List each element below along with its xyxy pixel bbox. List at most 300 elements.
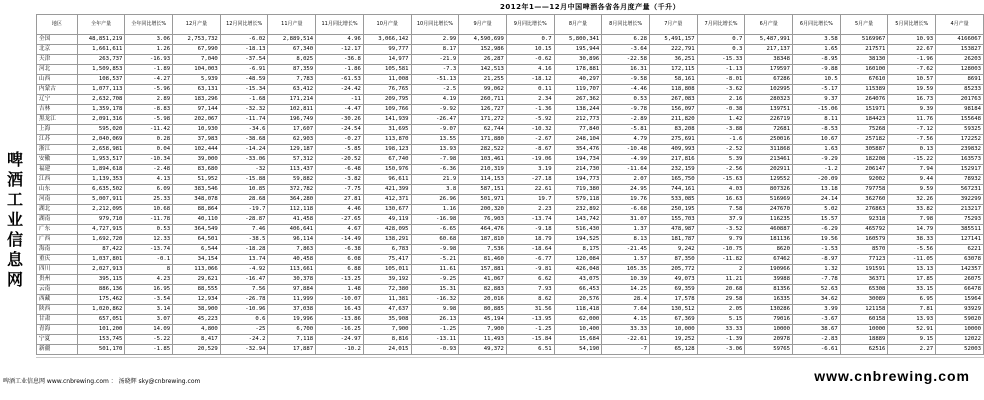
value-cell[interactable]: 19,252 [649,335,697,345]
value-cell[interactable]: 3.14 [125,305,173,315]
column-header[interactable]: 12月同比增长% [220,15,268,35]
value-cell[interactable]: -7.3 [411,65,459,75]
value-cell[interactable]: 38130 [840,55,888,65]
value-cell[interactable]: -7.56 [888,135,936,145]
value-cell[interactable]: 206147 [840,165,888,175]
value-cell[interactable]: 232,892 [554,205,602,215]
value-cell[interactable]: 120,084 [554,255,602,265]
value-cell[interactable]: 9.44 [888,175,936,185]
value-cell[interactable]: -0.27 [316,135,364,145]
value-cell[interactable]: 19,996 [268,315,316,325]
value-cell[interactable]: -1.85 [125,345,173,355]
value-cell[interactable]: 202,067 [173,115,221,125]
value-cell[interactable]: 395,115 [77,275,125,285]
value-cell[interactable]: 1.65 [793,45,841,55]
column-header[interactable]: 全年同比增长% [125,15,173,35]
value-cell[interactable]: 16.63 [697,195,745,205]
value-cell[interactable]: -10.2 [316,345,364,355]
value-cell[interactable]: -1.68 [220,95,268,105]
value-cell[interactable]: 1.42 [697,115,745,125]
value-cell[interactable]: 152917 [936,165,984,175]
value-cell[interactable]: 115389 [840,85,888,95]
region-cell[interactable]: 江苏 [37,135,78,145]
value-cell[interactable]: -1.36 [506,105,554,115]
value-cell[interactable]: -15.88 [220,175,268,185]
value-cell[interactable]: -9.07 [411,125,459,135]
value-cell[interactable]: 17.85 [888,275,936,285]
value-cell[interactable]: 59765 [745,345,793,355]
value-cell[interactable]: 29.58 [697,295,745,305]
value-cell[interactable]: 81,460 [459,255,507,265]
value-cell[interactable]: 4.67 [316,225,364,235]
value-cell[interactable]: 28.68 [220,195,268,205]
column-header[interactable]: 4月产量 [936,15,984,35]
value-cell[interactable]: 9,242 [649,245,697,255]
value-cell[interactable]: 1.26 [125,45,173,55]
region-cell[interactable]: 北京 [37,45,78,55]
value-cell[interactable]: -27.18 [506,175,554,185]
value-cell[interactable]: 26.96 [411,195,459,205]
value-cell[interactable]: 1,692,720 [77,235,125,245]
value-cell[interactable]: 4,800 [173,325,221,335]
region-cell[interactable]: 吉林 [37,105,78,115]
value-cell[interactable]: 31.56 [506,305,554,315]
value-cell[interactable]: 282,522 [459,145,507,155]
value-cell[interactable]: 69,359 [649,285,697,295]
value-cell[interactable]: -1.89 [125,65,173,75]
value-cell[interactable]: -15.84 [506,335,554,345]
value-cell[interactable]: 17,578 [649,295,697,305]
value-cell[interactable]: 151971 [840,105,888,115]
value-cell[interactable]: -5.85 [316,145,364,155]
value-cell[interactable]: 76,903 [459,215,507,225]
value-cell[interactable]: -10.07 [316,295,364,305]
value-cell[interactable]: 65308 [840,285,888,295]
value-cell[interactable]: -1.2 [793,165,841,175]
value-cell[interactable]: 126,727 [459,105,507,115]
value-cell[interactable]: -27.65 [316,215,364,225]
value-cell[interactable]: 406,641 [268,225,316,235]
value-cell[interactable]: 3.99 [793,305,841,315]
value-cell[interactable]: 6.95 [888,295,936,305]
value-cell[interactable]: 3.07 [125,315,173,325]
value-cell[interactable]: -3.82 [316,175,364,185]
value-cell[interactable]: -5.22 [125,335,173,345]
value-cell[interactable]: -9.88 [793,65,841,75]
value-cell[interactable]: 7.56 [220,285,268,295]
region-cell[interactable]: 海南 [37,245,78,255]
region-cell[interactable]: 福建 [37,165,78,175]
value-cell[interactable]: 4.16 [506,65,554,75]
value-cell[interactable]: 64,501 [173,235,221,245]
value-cell[interactable]: 8 [125,265,173,275]
value-cell[interactable]: 7.81 [888,305,936,315]
value-cell[interactable]: 426,048 [554,265,602,275]
value-cell[interactable]: -11.82 [697,255,745,265]
value-cell[interactable]: 8691 [936,75,984,85]
value-cell[interactable]: 67,990 [173,45,221,55]
value-cell[interactable]: 232,159 [649,165,697,175]
value-cell[interactable]: 67,340 [268,45,316,55]
value-cell[interactable]: -4.27 [125,75,173,85]
value-cell[interactable]: 8.11 [793,115,841,125]
value-cell[interactable]: -10.75 [697,245,745,255]
value-cell[interactable]: 72681 [745,125,793,135]
region-cell[interactable]: 贵州 [37,275,78,285]
value-cell[interactable]: 3.06 [125,35,173,45]
value-cell[interactable]: -4.46 [602,85,650,95]
value-cell[interactable]: 6,700 [268,325,316,335]
value-cell[interactable]: 88,864 [173,205,221,215]
value-cell[interactable]: 26203 [936,55,984,65]
region-cell[interactable]: 河南 [37,195,78,205]
value-cell[interactable]: 533,085 [649,195,697,205]
value-cell[interactable]: 45,223 [173,315,221,325]
value-cell[interactable]: -13.25 [316,275,364,285]
value-cell[interactable]: -5.98 [125,115,173,125]
value-cell[interactable]: 364,280 [268,195,316,205]
value-cell[interactable]: 127141 [936,235,984,245]
value-cell[interactable]: 7,900 [459,325,507,335]
value-cell[interactable]: 1.48 [316,285,364,295]
value-cell[interactable]: -6.29 [793,225,841,235]
value-cell[interactable]: -18.13 [220,45,268,55]
value-cell[interactable]: 19.59 [888,85,936,95]
value-cell[interactable]: 37,983 [173,135,221,145]
value-cell[interactable]: 201763 [936,95,984,105]
value-cell[interactable]: 16.43 [316,305,364,315]
value-cell[interactable]: 1.32 [793,265,841,275]
value-cell[interactable]: 63,131 [173,85,221,95]
value-cell[interactable]: 102,444 [173,145,221,155]
value-cell[interactable]: 421,399 [363,185,411,195]
value-cell[interactable]: 138,244 [554,105,602,115]
value-cell[interactable]: 17,887 [268,345,316,355]
value-cell[interactable]: -8.01 [697,75,745,85]
region-cell[interactable]: 内蒙古 [37,85,78,95]
value-cell[interactable]: 187,810 [459,235,507,245]
value-cell[interactable]: 63,412 [268,85,316,95]
value-cell[interactable]: -11.74 [220,115,268,125]
value-cell[interactable]: 128003 [936,65,984,75]
value-cell[interactable]: 63078 [936,255,984,265]
value-cell[interactable]: 75268 [840,125,888,135]
value-cell[interactable]: 157,881 [459,265,507,275]
value-cell[interactable]: -15.22 [888,155,936,165]
value-cell[interactable]: 40,297 [554,75,602,85]
value-cell[interactable]: 19.56 [793,235,841,245]
value-cell[interactable]: -28.87 [220,215,268,225]
value-cell[interactable]: 7,863 [268,245,316,255]
value-cell[interactable]: 59325 [936,125,984,135]
value-cell[interactable]: 76,765 [363,85,411,95]
value-cell[interactable]: 2,040,069 [77,135,125,145]
column-header[interactable]: 全年产量 [77,15,125,35]
value-cell[interactable]: -22.58 [602,55,650,65]
value-cell[interactable]: -16.93 [125,55,173,65]
value-cell[interactable]: 11.61 [411,265,459,275]
region-cell[interactable]: 广东 [37,225,78,235]
value-cell[interactable]: 38.67 [793,325,841,335]
value-cell[interactable]: 6,544 [173,245,221,255]
region-cell[interactable]: 湖北 [37,205,78,215]
value-cell[interactable]: 7,118 [268,335,316,345]
value-cell[interactable]: 17,607 [268,125,316,135]
value-cell[interactable]: -3.54 [125,295,173,305]
value-cell[interactable]: 109,766 [363,105,411,115]
value-cell[interactable]: -9.29 [793,155,841,165]
value-cell[interactable]: 362760 [840,195,888,205]
value-cell[interactable]: 113,437 [268,165,316,175]
value-cell[interactable]: 1,359,178 [77,105,125,115]
value-cell[interactable]: -6.36 [411,165,459,175]
value-cell[interactable]: 27.81 [316,195,364,205]
value-cell[interactable]: 66,453 [554,285,602,295]
value-cell[interactable]: 72,380 [363,285,411,295]
value-cell[interactable]: 7,783 [268,75,316,85]
value-cell[interactable]: -6.38 [316,245,364,255]
value-cell[interactable]: 10000 [936,325,984,335]
value-cell[interactable]: 501,170 [77,345,125,355]
value-cell[interactable]: 979,710 [77,215,125,225]
value-cell[interactable]: 1,139,353 [77,175,125,185]
value-cell[interactable]: 2.27 [888,345,936,355]
value-cell[interactable]: -5.21 [411,255,459,265]
value-cell[interactable]: 20.68 [697,285,745,295]
value-cell[interactable]: 250,195 [649,205,697,215]
value-cell[interactable]: -24.54 [316,125,364,135]
value-cell[interactable]: 595,020 [77,125,125,135]
value-cell[interactable]: -4.92 [220,265,268,275]
value-cell[interactable]: -2.48 [125,165,173,175]
value-cell[interactable]: 6.62 [506,275,554,285]
value-cell[interactable]: -5.92 [506,115,554,125]
value-cell[interactable]: -6.61 [793,345,841,355]
value-cell[interactable]: 103,461 [459,155,507,165]
value-cell[interactable]: -1.96 [888,55,936,65]
value-cell[interactable]: 5,491,157 [649,35,697,45]
value-cell[interactable]: 39,192 [363,275,411,285]
value-cell[interactable]: 11,008 [363,75,411,85]
value-cell[interactable]: 478,987 [649,225,697,235]
value-cell[interactable]: 200,320 [459,205,507,215]
value-cell[interactable]: 719,380 [554,185,602,195]
value-cell[interactable]: 79016 [745,315,793,325]
value-cell[interactable]: -8.67 [506,145,554,155]
value-cell[interactable]: -4.99 [602,155,650,165]
value-cell[interactable]: 2.16 [697,95,745,105]
region-cell[interactable]: 河北 [37,65,78,75]
column-header[interactable]: 9月产量 [459,15,507,35]
value-cell[interactable]: -8.83 [125,105,173,115]
value-cell[interactable]: 205,772 [649,265,697,275]
value-cell[interactable]: 2,889,514 [268,35,316,45]
value-cell[interactable]: -6.68 [602,205,650,215]
value-cell[interactable]: -33.06 [220,155,268,165]
value-cell[interactable]: 209,795 [363,95,411,105]
value-cell[interactable]: 222,791 [649,45,697,55]
value-cell[interactable]: 36371 [840,275,888,285]
value-cell[interactable]: 119,707 [554,85,602,95]
value-cell[interactable]: 38.33 [888,235,936,245]
value-cell[interactable]: 15,684 [554,335,602,345]
value-cell[interactable]: 2,212,095 [77,205,125,215]
value-cell[interactable]: -1.39 [697,335,745,345]
value-cell[interactable]: 239832 [936,145,984,155]
value-cell[interactable]: 22.61 [506,185,554,195]
value-cell[interactable]: 20,529 [173,345,221,355]
region-cell[interactable]: 全国 [37,35,78,45]
value-cell[interactable]: 2,632,708 [77,95,125,105]
value-cell[interactable]: 160579 [840,235,888,245]
value-cell[interactable]: 18889 [840,335,888,345]
value-cell[interactable]: 20,576 [554,295,602,305]
value-cell[interactable]: 13.93 [888,315,936,325]
value-cell[interactable]: 7.94 [888,165,936,175]
value-cell[interactable]: 155,703 [649,215,697,225]
value-cell[interactable]: -9.81 [506,265,554,275]
value-cell[interactable]: 2.99 [411,35,459,45]
value-cell[interactable]: 6.09 [125,185,173,195]
value-cell[interactable]: 0.04 [125,145,173,155]
value-cell[interactable]: 5,939 [173,75,221,85]
value-cell[interactable]: 153827 [936,45,984,55]
column-header[interactable]: 5月同比增长% [888,15,936,35]
value-cell[interactable]: 2.34 [506,95,554,105]
value-cell[interactable]: 24.14 [793,195,841,205]
value-cell[interactable]: 60158 [840,315,888,325]
value-cell[interactable]: 33.33 [697,325,745,335]
value-cell[interactable]: 62516 [840,345,888,355]
value-cell[interactable]: -2.67 [506,135,554,145]
value-cell[interactable]: -9.92 [411,105,459,115]
value-cell[interactable]: 210,319 [459,165,507,175]
value-cell[interactable]: 15.31 [411,285,459,295]
value-cell[interactable]: 150,976 [363,165,411,175]
value-cell[interactable]: 45,194 [459,315,507,325]
value-cell[interactable]: -8.95 [793,55,841,65]
value-cell[interactable]: -24.42 [316,85,364,95]
value-cell[interactable]: 7.46 [220,225,268,235]
value-cell[interactable]: 260,711 [459,95,507,105]
value-cell[interactable]: 4166067 [936,35,984,45]
column-header[interactable]: 7月产量 [649,15,697,35]
value-cell[interactable]: -10.34 [125,155,173,165]
value-cell[interactable]: 0.6 [220,315,268,325]
value-cell[interactable]: 165,750 [649,175,697,185]
value-cell[interactable]: 96,114 [268,235,316,245]
region-cell[interactable]: 四川 [37,265,78,275]
region-cell[interactable]: 青海 [37,325,78,335]
value-cell[interactable]: 24.95 [602,185,650,195]
value-cell[interactable]: -12.17 [316,45,364,55]
region-cell[interactable]: 宁夏 [37,335,78,345]
value-cell[interactable]: 30,378 [268,275,316,285]
column-header[interactable]: 7月同比增长% [697,15,745,35]
value-cell[interactable]: 49,119 [363,215,411,225]
value-cell[interactable]: 8,417 [173,335,221,345]
value-cell[interactable]: 10.57 [888,75,936,85]
value-cell[interactable]: -2.89 [602,115,650,125]
value-cell[interactable]: -15.63 [697,175,745,185]
value-cell[interactable]: 1,020,862 [77,305,125,315]
value-cell[interactable]: 32.26 [888,195,936,205]
region-cell[interactable]: 云南 [37,285,78,295]
value-cell[interactable]: 217,137 [745,45,793,55]
value-cell[interactable]: 105,011 [363,265,411,275]
value-cell[interactable]: 14.79 [888,225,936,235]
value-cell[interactable]: 275,691 [649,135,697,145]
value-cell[interactable]: 2.07 [602,175,650,185]
value-cell[interactable]: -10.96 [220,305,268,315]
value-cell[interactable]: 57,312 [268,155,316,165]
value-cell[interactable]: 16.95 [125,285,173,295]
value-cell[interactable]: -2.5 [411,85,459,95]
value-cell[interactable]: -36.8 [316,55,364,65]
value-cell[interactable]: -6.02 [220,35,268,45]
value-cell[interactable]: -13.11 [411,335,459,345]
value-cell[interactable]: 212,773 [554,115,602,125]
value-cell[interactable]: -8.97 [793,255,841,265]
value-cell[interactable]: 102995 [745,85,793,95]
value-cell[interactable]: 15964 [936,295,984,305]
column-header[interactable]: 12月产量 [173,15,221,35]
value-cell[interactable]: -14.49 [316,235,364,245]
value-cell[interactable]: 13.93 [411,145,459,155]
value-cell[interactable]: -9.98 [411,245,459,255]
value-cell[interactable]: 392299 [936,195,984,205]
value-cell[interactable]: -37.54 [220,55,268,65]
value-cell[interactable]: 6.51 [506,345,554,355]
value-cell[interactable]: 25.33 [125,195,173,205]
value-cell[interactable]: 9.59 [888,185,936,195]
value-cell[interactable]: 101,200 [77,325,125,335]
value-cell[interactable]: 141,939 [363,115,411,125]
value-cell[interactable]: 311868 [745,145,793,155]
value-cell[interactable]: -11.64 [602,165,650,175]
value-cell[interactable]: 6.08 [316,255,364,265]
value-cell[interactable]: 108,537 [77,75,125,85]
value-cell[interactable]: 172252 [936,135,984,145]
value-cell[interactable]: 13.18 [793,185,841,195]
value-cell[interactable]: 39988 [745,275,793,285]
value-cell[interactable]: 52.91 [888,325,936,335]
value-cell[interactable]: 20,016 [459,295,507,305]
value-cell[interactable]: 409,993 [649,145,697,155]
value-cell[interactable]: -48.59 [220,75,268,85]
value-cell[interactable]: -30.26 [316,115,364,125]
value-cell[interactable]: -15.06 [793,105,841,115]
value-cell[interactable]: -13.74 [125,245,173,255]
value-cell[interactable]: 567231 [936,185,984,195]
value-cell[interactable]: 18.79 [506,235,554,245]
value-cell[interactable]: 9.79 [697,235,745,245]
value-cell[interactable]: 116235 [745,215,793,225]
value-cell[interactable]: 11.21 [697,275,745,285]
value-cell[interactable]: -3.88 [697,125,745,135]
value-cell[interactable]: 40,110 [173,215,221,225]
value-cell[interactable]: 250016 [745,135,793,145]
value-cell[interactable]: 7,040 [173,55,221,65]
value-cell[interactable]: 348,078 [173,195,221,205]
value-cell[interactable]: -18.64 [506,245,554,255]
value-cell[interactable]: 247670 [745,205,793,215]
value-cell[interactable]: 5,487,991 [745,35,793,45]
value-cell[interactable]: -11.78 [125,215,173,225]
value-cell[interactable]: -13.74 [506,215,554,225]
value-cell[interactable]: 10.93 [888,35,936,45]
value-cell[interactable]: 130286 [745,305,793,315]
